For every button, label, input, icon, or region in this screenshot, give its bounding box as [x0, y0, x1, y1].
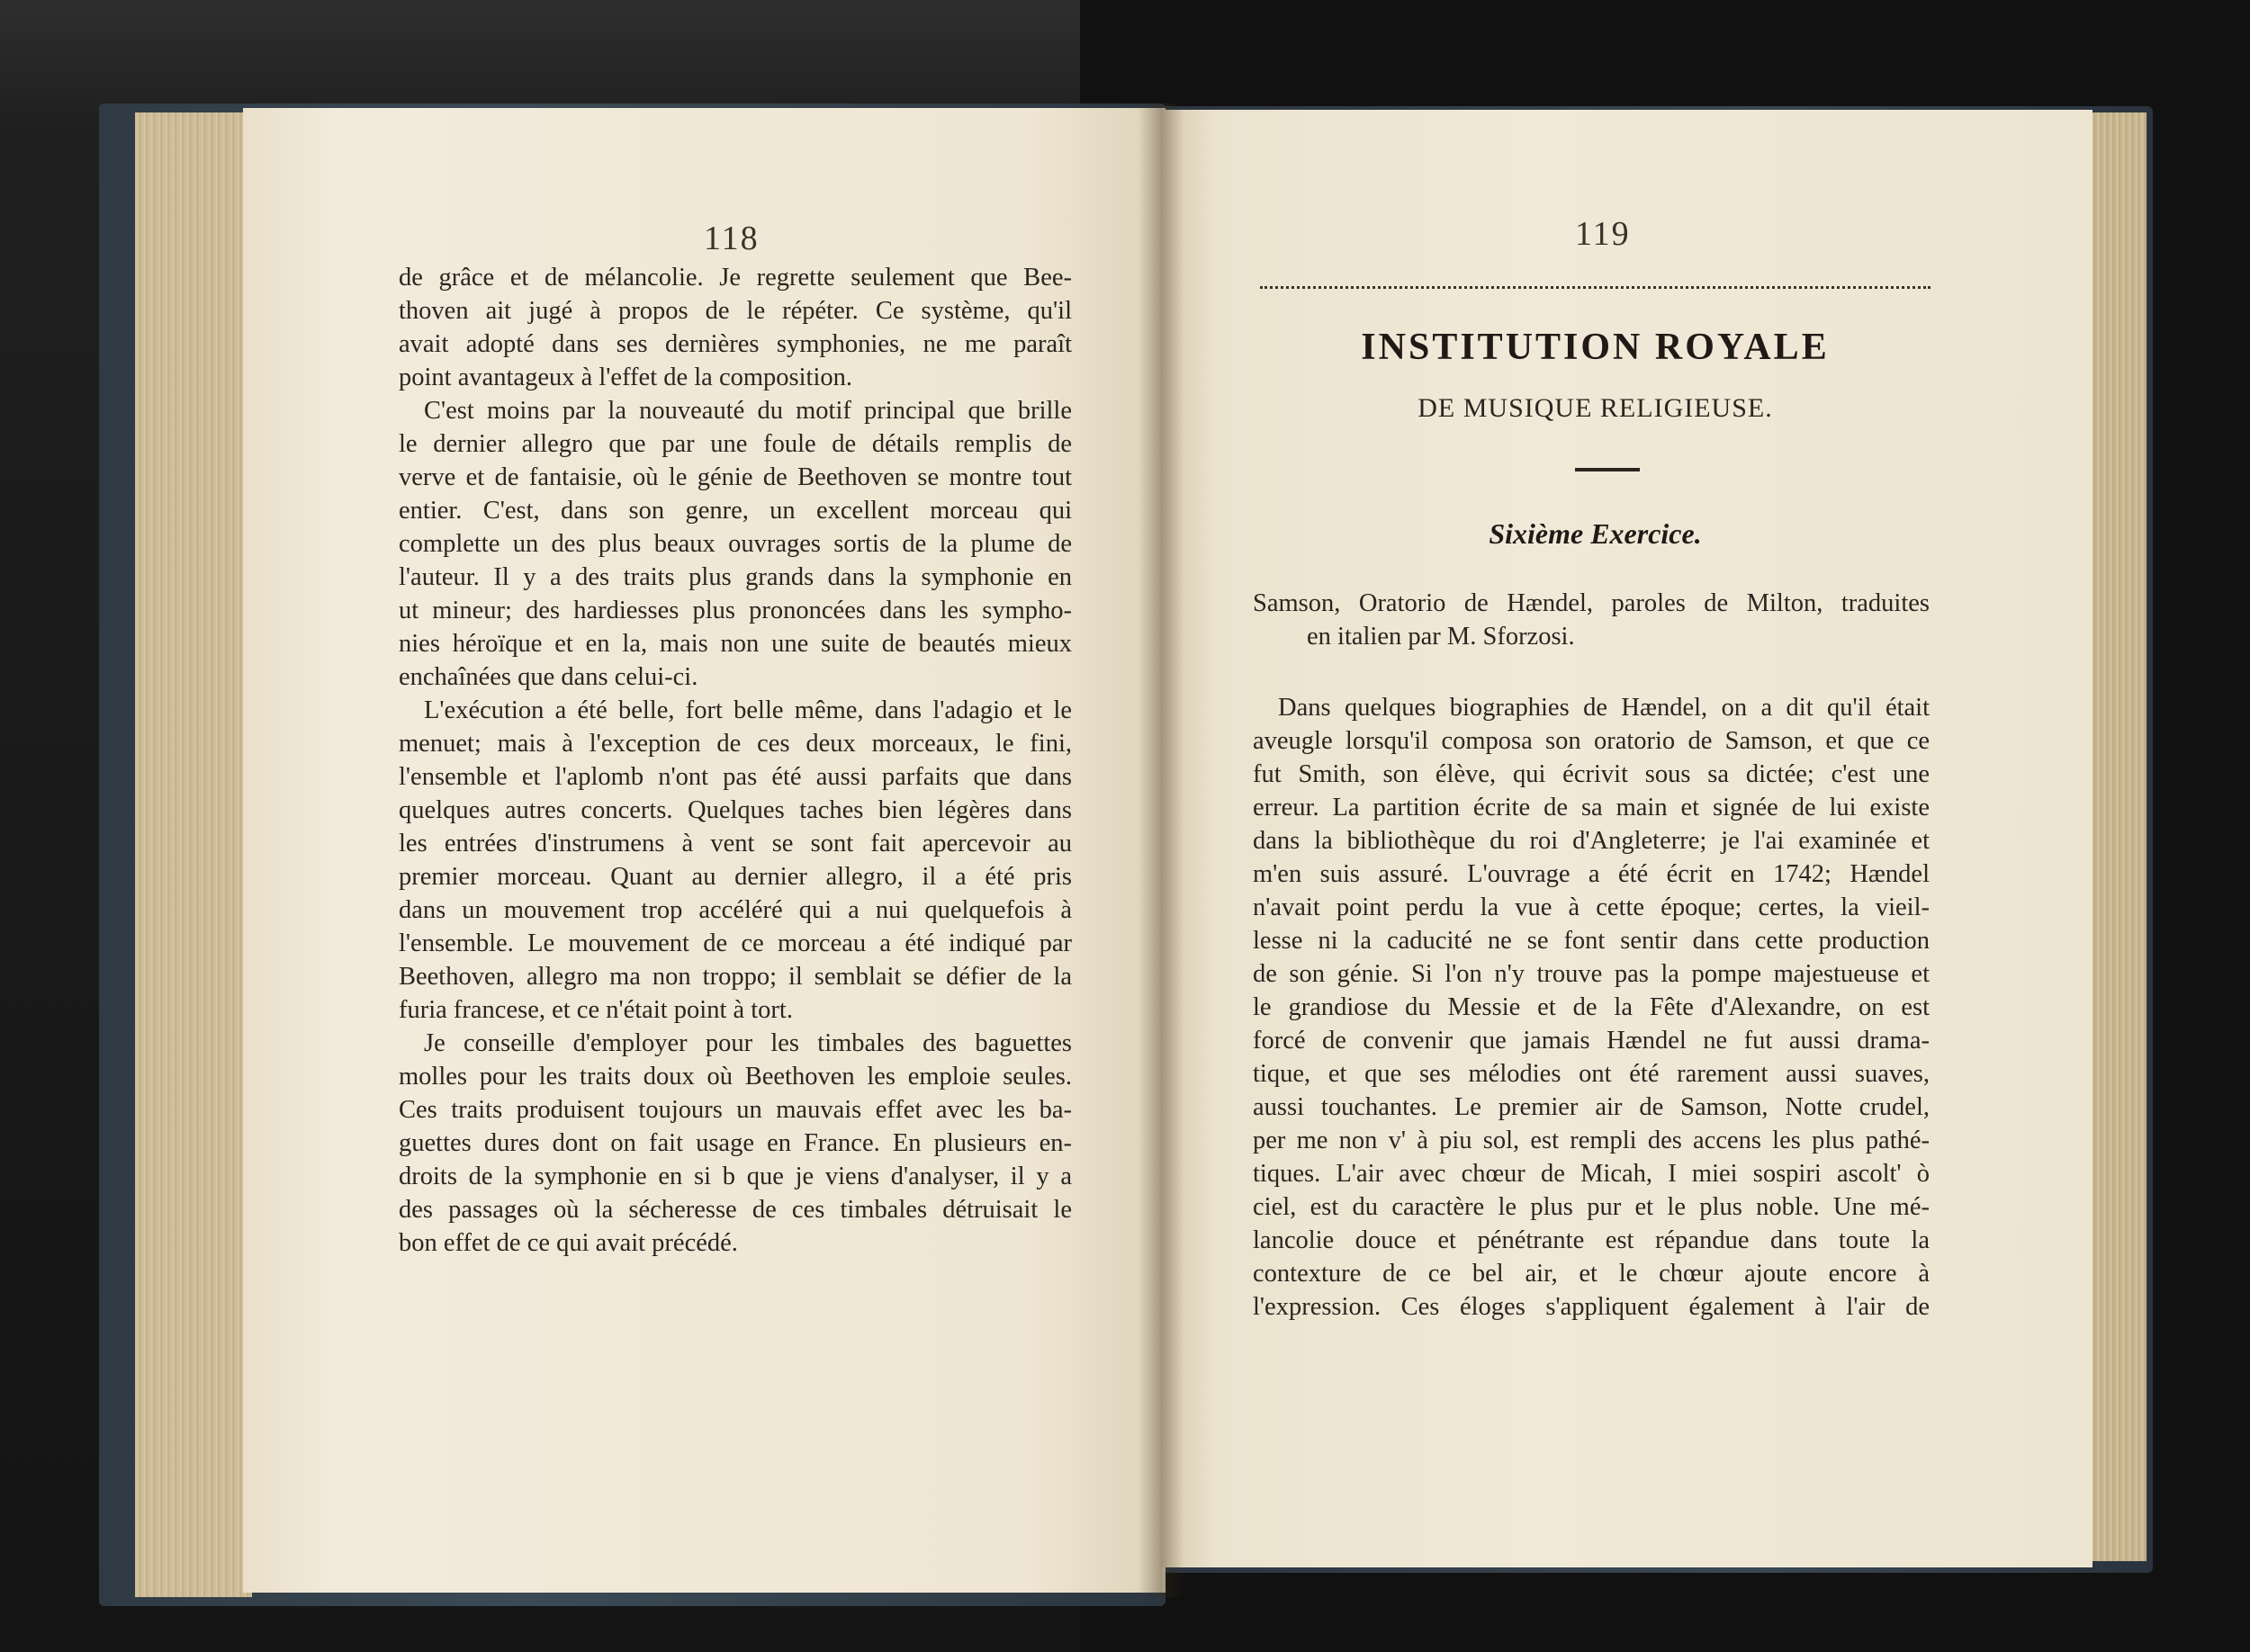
- text-line: lancolie douce et pénétrante est répandue dans toute la: [1253, 1226, 1930, 1254]
- text-line: Ces traits produisent toujours un mauvais effet avec les ba-: [399, 1096, 1072, 1124]
- text-line: l'ensemble et l'aplomb n'ont pas été aussi parfaits que dans: [399, 763, 1072, 791]
- text-line: lesse ni la caducité ne se font sentir dans cette production: [1253, 927, 1930, 955]
- text-line: complette un des plus beaux ouvrages sortis de la plume de: [399, 530, 1072, 558]
- text-line: verve et de fantaisie, où le génie de Beethoven se montre tout: [399, 463, 1072, 491]
- text-line: quelques autres concerts. Quelques taches bien légères dans: [399, 796, 1072, 824]
- text-line: avait adopté dans ses dernières symphonies, ne me paraît: [399, 330, 1072, 358]
- text-line: thoven ait jugé à propos de le répéter. Ce système, qu'il: [399, 297, 1072, 325]
- text-line: menuet; mais à l'exception de ces deux morceaux, le fini,: [399, 730, 1072, 758]
- text-line: nies héroïque et en la, mais non une suite de beautés mieux: [399, 630, 1072, 658]
- text-line: de grâce et de mélancolie. Je regrette seulement que Bee-: [399, 264, 1072, 292]
- page-edges-left: [135, 112, 252, 1597]
- left-page-text: [399, 261, 1072, 1260]
- text-line: des passages où la sécheresse de ces timbales détruisait le: [399, 1196, 1072, 1224]
- left-page-number: 118: [704, 220, 760, 257]
- text-line: dans un mouvement trop accéléré qui a nui quelquefois à: [399, 896, 1072, 924]
- text-line: erreur. La partition écrite de sa main et signée de lui existe: [1253, 794, 1930, 822]
- text-line: premier morceau. Quant au dernier allegro, il a été pris: [399, 863, 1072, 891]
- text-line: point avantageux à l'effet de la composition.: [399, 364, 852, 391]
- text-line: ciel, est du caractère le plus pur et le plus noble. Une mé-: [1253, 1193, 1930, 1221]
- text-line: le dernier allegro que par une foule de détails remplis de: [399, 430, 1072, 458]
- page-edges-right: [2084, 112, 2146, 1561]
- text-line: Dans quelques biographies de Hændel, on a dit qu'il était: [1278, 694, 1930, 722]
- text-line: le grandiose du Messie et de la Fête d'Alexandre, on est: [1253, 993, 1930, 1021]
- right-page-intro: [1253, 587, 1930, 653]
- text-line: tique, et que ses mélodies ont été rarement aussi suaves,: [1253, 1060, 1930, 1088]
- right-page-number: 119: [1575, 215, 1631, 253]
- text-line: per me non v' à piu sol, est rempli des accens les plus pathé-: [1253, 1127, 1930, 1154]
- text-line: ut mineur; des hardiesses plus prononcées dans les sympho-: [399, 597, 1072, 624]
- text-line: n'avait point perdu la vue à cette époque; certes, la vieil-: [1253, 893, 1930, 921]
- text-line: droits de la symphonie en si b que je viens d'analyser, il y a: [399, 1163, 1072, 1190]
- text-line: en italien par M. Sforzosi.: [1307, 623, 1575, 651]
- section-title: Sixième Exercice.: [1489, 517, 1702, 550]
- text-line: bon effet de ce qui avait précédé.: [399, 1229, 738, 1257]
- text-line: enchaînées que dans celui-ci.: [399, 663, 698, 691]
- text-line: C'est moins par la nouveauté du motif principal que brille: [424, 397, 1072, 425]
- text-line: tiques. L'air avec chœur de Micah, I miei sospiri ascolt' ò: [1253, 1160, 1930, 1188]
- text-line: aussi touchantes. Le premier air de Samson, Notte crudel,: [1253, 1093, 1930, 1121]
- text-line: entier. C'est, dans son genre, un excellent morceau qui: [399, 497, 1072, 525]
- text-line: Samson, Oratorio de Hændel, paroles de Milton, traduites: [1253, 589, 1930, 617]
- text-line: fut Smith, son élève, qui écrivit sous sa dictée; c'est une: [1253, 760, 1930, 788]
- text-line: aveugle lorsqu'il composa son oratorio de Samson, et que ce: [1253, 727, 1930, 755]
- text-line: l'auteur. Il y a des traits plus grands dans la symphonie en: [399, 563, 1072, 591]
- text-line: Beethoven, allegro ma non troppo; il semblait se défier de la: [399, 963, 1072, 991]
- text-line: forcé de convenir que jamais Hændel ne fut aussi drama-: [1253, 1027, 1930, 1055]
- text-line: guettes dures dont on fait usage en France. En plusieurs en-: [399, 1129, 1072, 1157]
- text-line: furia francese, et ce n'était point à tort.: [399, 996, 793, 1024]
- right-page-text: [1253, 691, 1930, 1324]
- text-line: molles pour les traits doux où Beethoven les emploie seules.: [399, 1063, 1072, 1091]
- heading-institution: INSTITUTION ROYALE: [1361, 327, 1830, 368]
- heading-subtitle: DE MUSIQUE RELIGIEUSE.: [1418, 393, 1773, 423]
- dotted-rule: [1260, 286, 1930, 298]
- text-line: les entrées d'instrumens à vent se sont fait apercevoir au: [399, 830, 1072, 857]
- text-line: contexture de ce bel air, et le chœur ajoute encore à: [1253, 1260, 1930, 1288]
- text-line: de son génie. Si l'on n'y trouve pas la pompe majestueuse et: [1253, 960, 1930, 988]
- book-gutter: [1138, 103, 1184, 1597]
- text-line: m'en suis assuré. L'ouvrage a été écrit en 1742; Hændel: [1253, 860, 1930, 888]
- short-rule: [1575, 468, 1640, 471]
- text-line: Je conseille d'employer pour les timbales des baguettes: [424, 1029, 1072, 1057]
- text-line: l'ensemble. Le mouvement de ce morceau a été indiqué par: [399, 929, 1072, 957]
- text-line: L'exécution a été belle, fort belle même, dans l'adagio et le: [424, 696, 1072, 724]
- text-line: dans la bibliothèque du roi d'Angleterre; je l'ai examinée et: [1253, 827, 1930, 855]
- text-line: l'expression. Ces éloges s'appliquent également à l'air de: [1253, 1293, 1930, 1321]
